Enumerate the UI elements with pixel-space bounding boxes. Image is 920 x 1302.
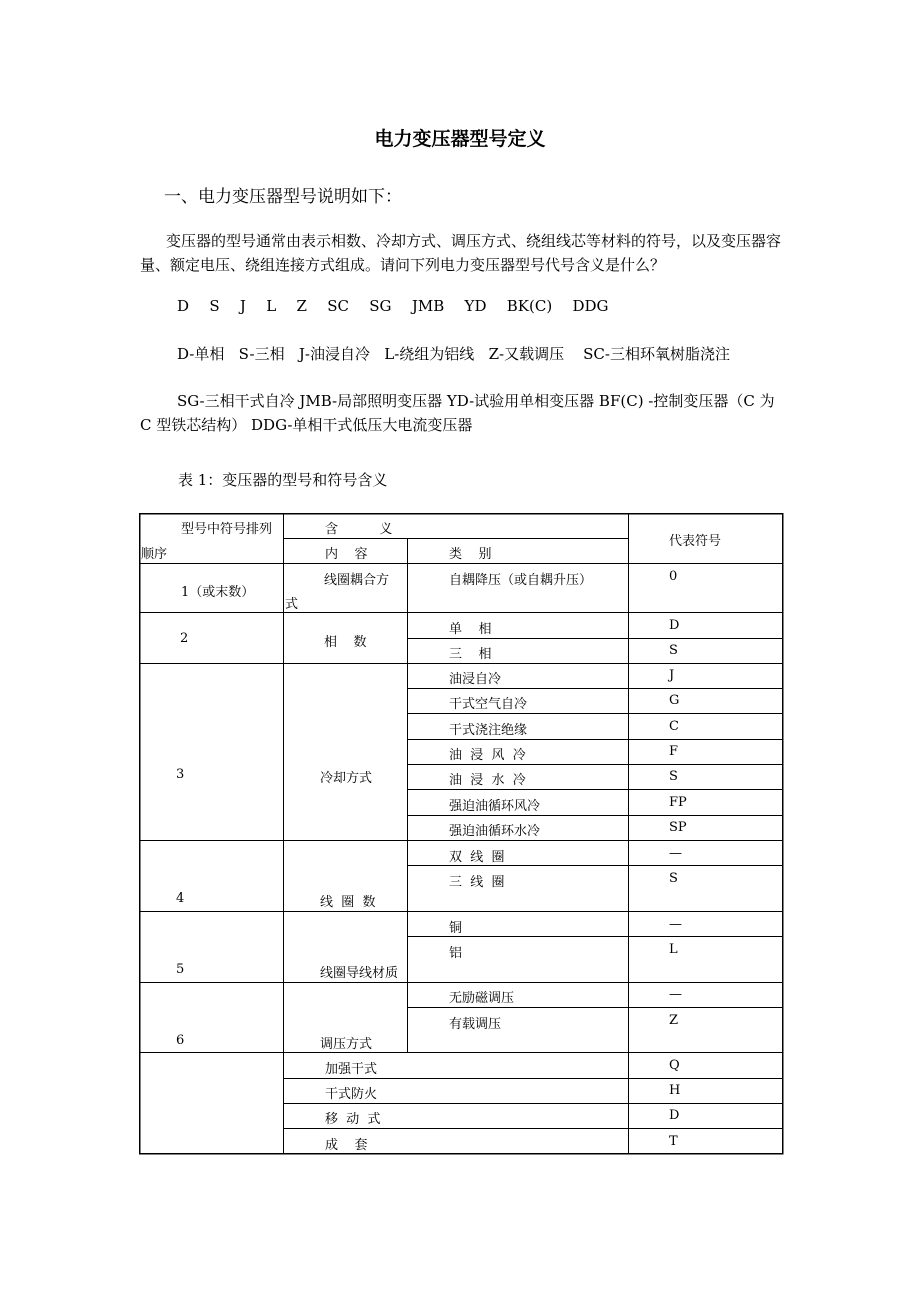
row3-content: 冷却方式 <box>320 771 373 786</box>
definitions-line-2: SG-三相干式自冷 JMB-局部照明变压器 YD-试验用单相变压器 BF(C) -控制变压器（C 为 C 型铁芯结构） DDG-单相干式低压大电流变压器 <box>140 392 775 434</box>
row3-symbol-2: G <box>669 693 680 708</box>
row7-symbol-1: Q <box>669 1058 680 1073</box>
section-heading: 一、电力变压器型号说明如下： <box>164 187 402 207</box>
header-meaning: 含 义 <box>325 522 393 537</box>
header-order-line2: 顺序 <box>141 547 168 562</box>
header-content: 内 容 <box>325 547 368 562</box>
row3-category-4: 油 浸 风 冷 <box>449 748 526 763</box>
row1-symbol: 0 <box>669 569 678 584</box>
row2-symbol-2: S <box>669 643 678 658</box>
row1-content-a: 线圈耦合方 <box>324 573 390 588</box>
row5-order: 5 <box>176 962 185 977</box>
row6-order: 6 <box>176 1033 185 1048</box>
row6-content: 调压方式 <box>320 1037 373 1052</box>
row7-symbol-2: H <box>669 1083 681 1098</box>
row5-category-2: 铝 <box>449 946 463 961</box>
row4-order: 4 <box>176 891 185 906</box>
table-caption: 表 1：变压器的型号和符号含义 <box>178 471 388 489</box>
row7-content-4: 成 套 <box>325 1138 368 1153</box>
row3-category-1: 油浸自冷 <box>449 672 502 687</box>
row4-symbol-1: — <box>669 846 682 861</box>
row3-category-6: 强迫油循环风冷 <box>449 799 541 814</box>
row1-content-b: 式 <box>285 597 299 612</box>
row3-category-3: 干式浇注绝缘 <box>449 723 528 738</box>
row4-category-1: 双 线 圈 <box>449 850 505 865</box>
row2-category-1: 单 相 <box>449 622 492 637</box>
page-title: 电力变压器型号定义 <box>374 128 546 150</box>
header-order-line1: 型号中符号排列 <box>181 522 273 537</box>
row2-symbol-1: D <box>669 618 680 633</box>
row7-symbol-3: D <box>669 1108 680 1123</box>
header-category: 类 别 <box>449 547 492 562</box>
row3-category-7: 强迫油循环水冷 <box>449 824 541 839</box>
row2-category-2: 三 相 <box>449 647 492 662</box>
row7-content-2: 干式防火 <box>325 1087 378 1102</box>
row6-symbol-1: — <box>669 987 682 1002</box>
row4-content: 线 圈 数 <box>320 895 376 910</box>
row7-symbol-4: T <box>669 1134 678 1149</box>
row3-category-2: 干式空气自冷 <box>449 697 528 712</box>
row2-content: 相 数 <box>324 635 367 650</box>
row1-order: 1（或末数） <box>181 585 255 600</box>
row3-symbol-7: SP <box>669 820 687 835</box>
row3-category-5: 油 浸 水 冷 <box>449 773 526 788</box>
codes-line: D S J L Z SC SG JMB YD BK(C) DDG <box>177 297 609 315</box>
row3-symbol-1: J <box>669 668 675 683</box>
intro-paragraph: 变压器的型号通常由表示相数、冷却方式、调压方式、绕组线芯等材料的符号，以及变压器容量、额定电压、绕组连接方式组成。请问下列电力变压器型号代号含义是什么？ <box>140 232 782 274</box>
row3-order: 3 <box>176 767 185 782</box>
row4-category-2: 三 线 圈 <box>449 875 505 890</box>
row7-content-1: 加强干式 <box>325 1062 378 1077</box>
row3-symbol-6: FP <box>669 795 687 810</box>
row7-content-3: 移 动 式 <box>325 1112 381 1127</box>
row5-content: 线圈导线材质 <box>320 966 399 981</box>
row6-category-2: 有载调压 <box>449 1017 502 1032</box>
row5-symbol-2: L <box>669 942 678 957</box>
row6-category-1: 无励磁调压 <box>449 991 515 1006</box>
row5-category-1: 铜 <box>449 921 463 936</box>
row3-symbol-3: C <box>669 719 679 734</box>
row5-symbol-1: — <box>669 917 682 932</box>
row2-order: 2 <box>180 631 189 646</box>
row4-symbol-2: S <box>669 871 678 886</box>
row6-symbol-2: Z <box>669 1013 679 1028</box>
definitions-line-1: D-单相 S-三相 J-油浸自冷 L-绕组为铝线 Z-又载调压 SC-三相环氧树脂浇注 <box>177 345 730 363</box>
row3-symbol-5: S <box>669 769 678 784</box>
row1-category: 自耦降压（或自耦升压） <box>449 573 593 588</box>
row3-symbol-4: F <box>669 744 679 759</box>
header-symbol: 代表符号 <box>669 534 722 549</box>
